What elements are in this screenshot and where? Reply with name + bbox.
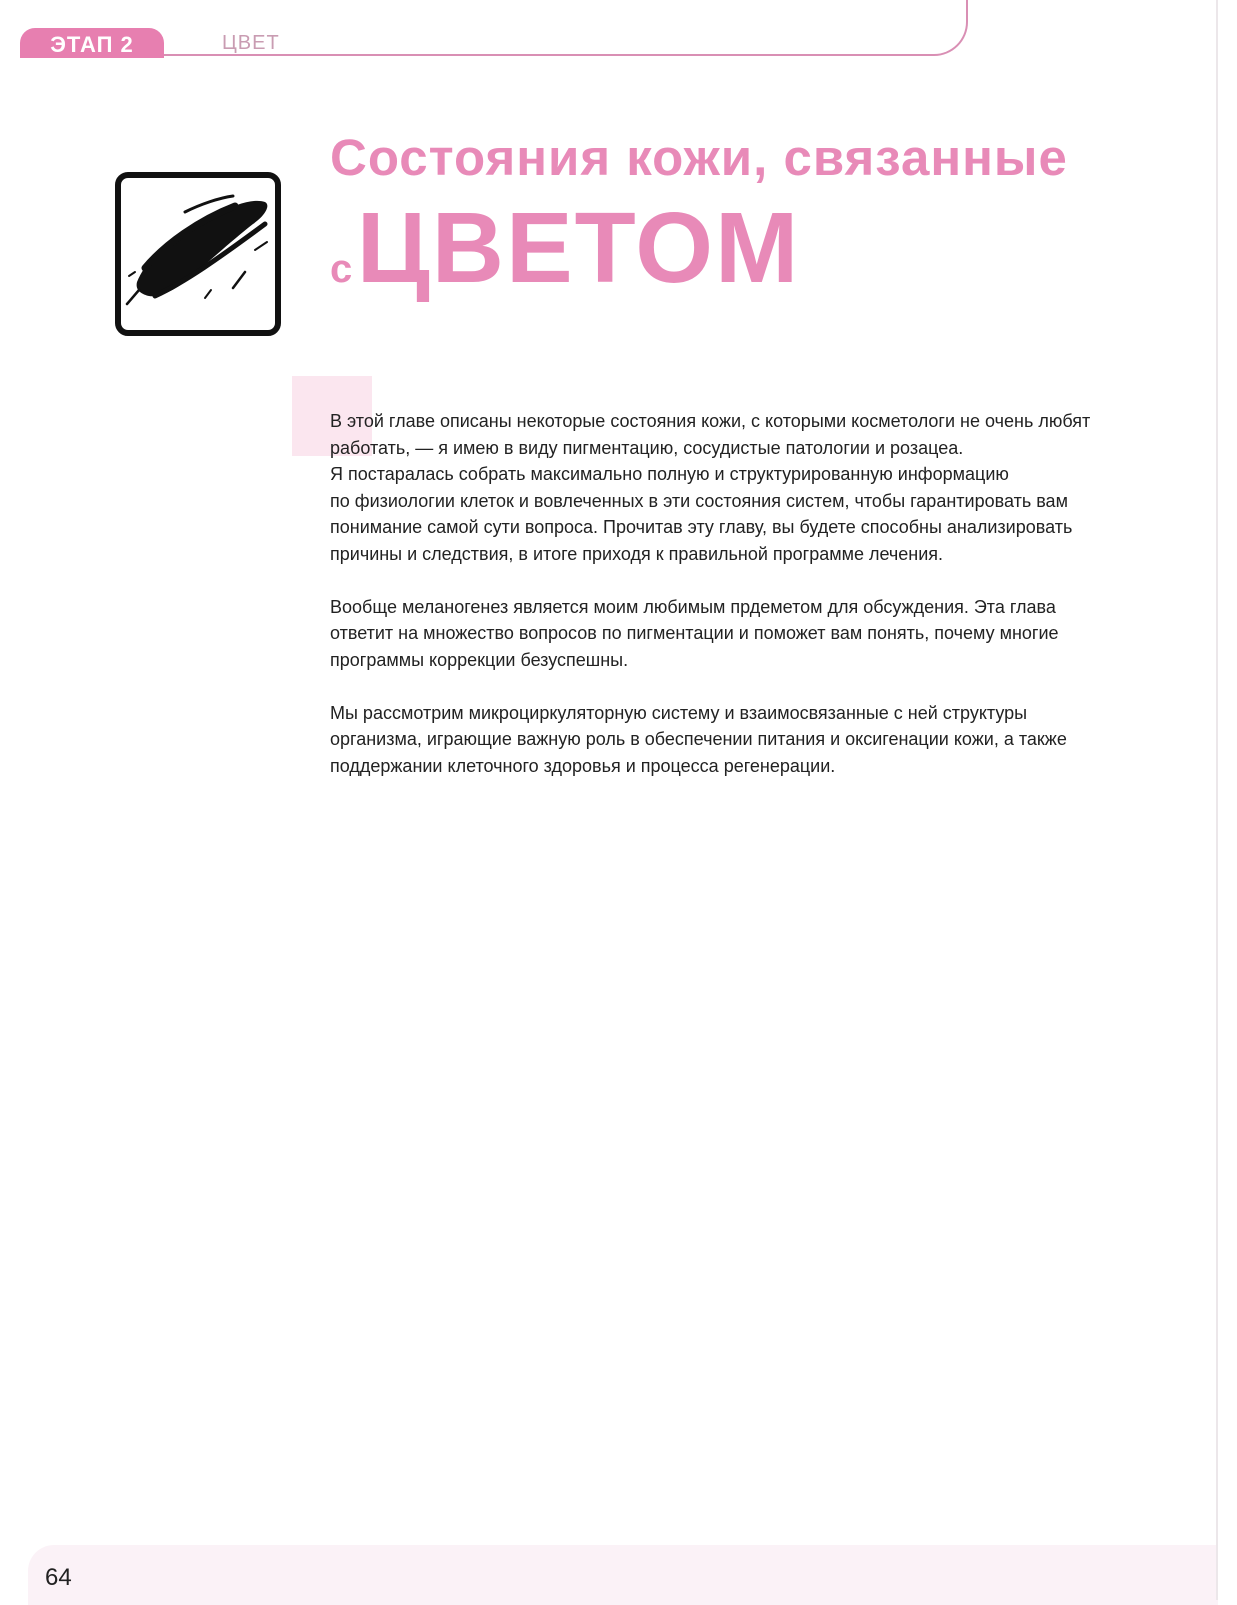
page-number: 64 bbox=[45, 1564, 72, 1591]
text-line: ответит на множество вопросов по пигментации и поможет вам понять, почему многие bbox=[330, 623, 1059, 643]
text-line: причины и следствия, в итоге приходя к правильной программе лечения. bbox=[330, 543, 944, 564]
text-line: Вообще меланогенез является моим любимым прдеметом для обсуждения. Эта глава bbox=[330, 596, 1056, 617]
text-line: Я постаралась собрать максимально полную и структурированную информацию bbox=[330, 464, 1009, 484]
paragraph-1 bbox=[330, 408, 1130, 567]
text-line: программы коррекции безуспешны. bbox=[330, 649, 629, 670]
page-edge-line bbox=[1216, 0, 1218, 1600]
text-line: Мы рассмотрим микроциркуляторную систему и взаимосвязанные с ней структуры bbox=[330, 702, 1028, 723]
text-line: организма, играющие важную роль в обеспечении питания и оксигенации кожи, а также bbox=[330, 729, 1067, 749]
text-line: работать, — я имею в виду пигментацию, сосудистые патологии и розацеа. bbox=[330, 437, 964, 458]
paint-brush-stroke-icon bbox=[115, 172, 285, 342]
chapter-title-prefix: с bbox=[330, 247, 353, 291]
text-line: поддержании клеточного здоровья и процесса регенерации. bbox=[330, 755, 836, 776]
paragraph-3 bbox=[330, 700, 1130, 780]
text-line: В этой главе описаны некоторые состояния кожи, с которыми косметологи не очень любят bbox=[330, 411, 1091, 431]
footer-band bbox=[28, 1545, 1218, 1605]
paragraph-2 bbox=[330, 594, 1130, 674]
text-line: по физиологии клеток и вовлеченных в эти состояния систем, чтобы гарантировать вам bbox=[330, 490, 1068, 511]
chapter-title-line2 bbox=[330, 192, 801, 304]
text-line: понимание самой сути вопроса. Прочитав эту главу, вы будете способны анализировать bbox=[330, 517, 1073, 537]
section-label: ЦВЕТ bbox=[222, 32, 280, 54]
chapter-title-line1: Состояния кожи, связанные bbox=[330, 129, 1068, 186]
chapter-title-main: ЦВЕТОМ bbox=[356, 192, 801, 304]
stage-badge: ЭТАП 2 bbox=[20, 28, 164, 58]
chapter-intro-text bbox=[330, 408, 1130, 806]
